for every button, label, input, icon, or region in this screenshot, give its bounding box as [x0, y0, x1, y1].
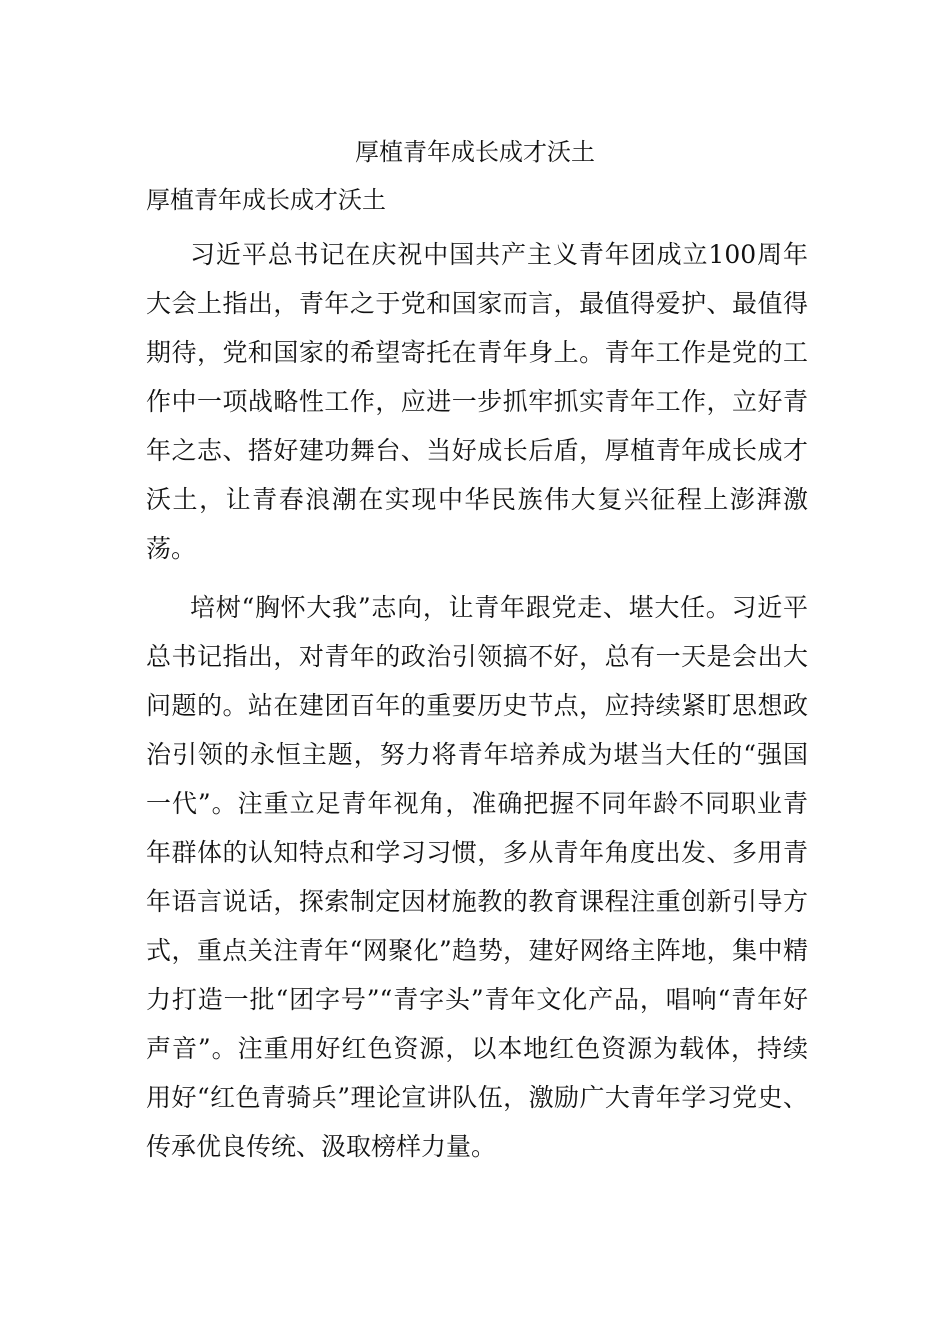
document-body [146, 180, 808, 1171]
document-subtitle: 厚植青年成长成才沃土 [146, 186, 386, 214]
document-title: 厚植青年成长成才沃土 [355, 138, 595, 166]
paragraph-1: 习近平总书记在庆祝中国共产主义青年团成立100周年大会上指出，青年之于党和国家而言，最值得爱护、最值得期待，党和国家的希望寄托在青年身上。青年工作是党的工作中一项战略性工作，应进一步抓牢抓实青年工作，立好青年之志、搭好建功舞台、当好成长后盾，厚植青年成长成才沃土，让青春浪潮在实现中华民族伟大复兴征程上澎湃激荡。 [146, 240, 808, 563]
paragraph-2: 培树“胸怀大我”志向，让青年跟党走、堪大任。习近平总书记指出，对青年的政治引领搞不好，总有一天是会出大问题的。站在建团百年的重要历史节点，应持续紧盯思想政治引领的永恒主题，努力将青年培养成为堪当大任的“强国一代”。注重立足青年视角，准确把握不同年龄不同职业青年群体的认知特点和学习习惯，多从青年角度出发、多用青年语言说话，探索制定因材施教的教育课程注重创新引导方式，重点关注青年“网聚化”趋势，建好网络主阵地，集中精力打造一批“团字号”“青字头”青年文化产品，唱响“青年好声音”。注重用好红色资源，以本地红色资源为载体，持续用好“红色青骑兵”理论宣讲队伍，激励广大青年学习党史、传承优良传统、汲取榜样力量。 [146, 593, 808, 1161]
